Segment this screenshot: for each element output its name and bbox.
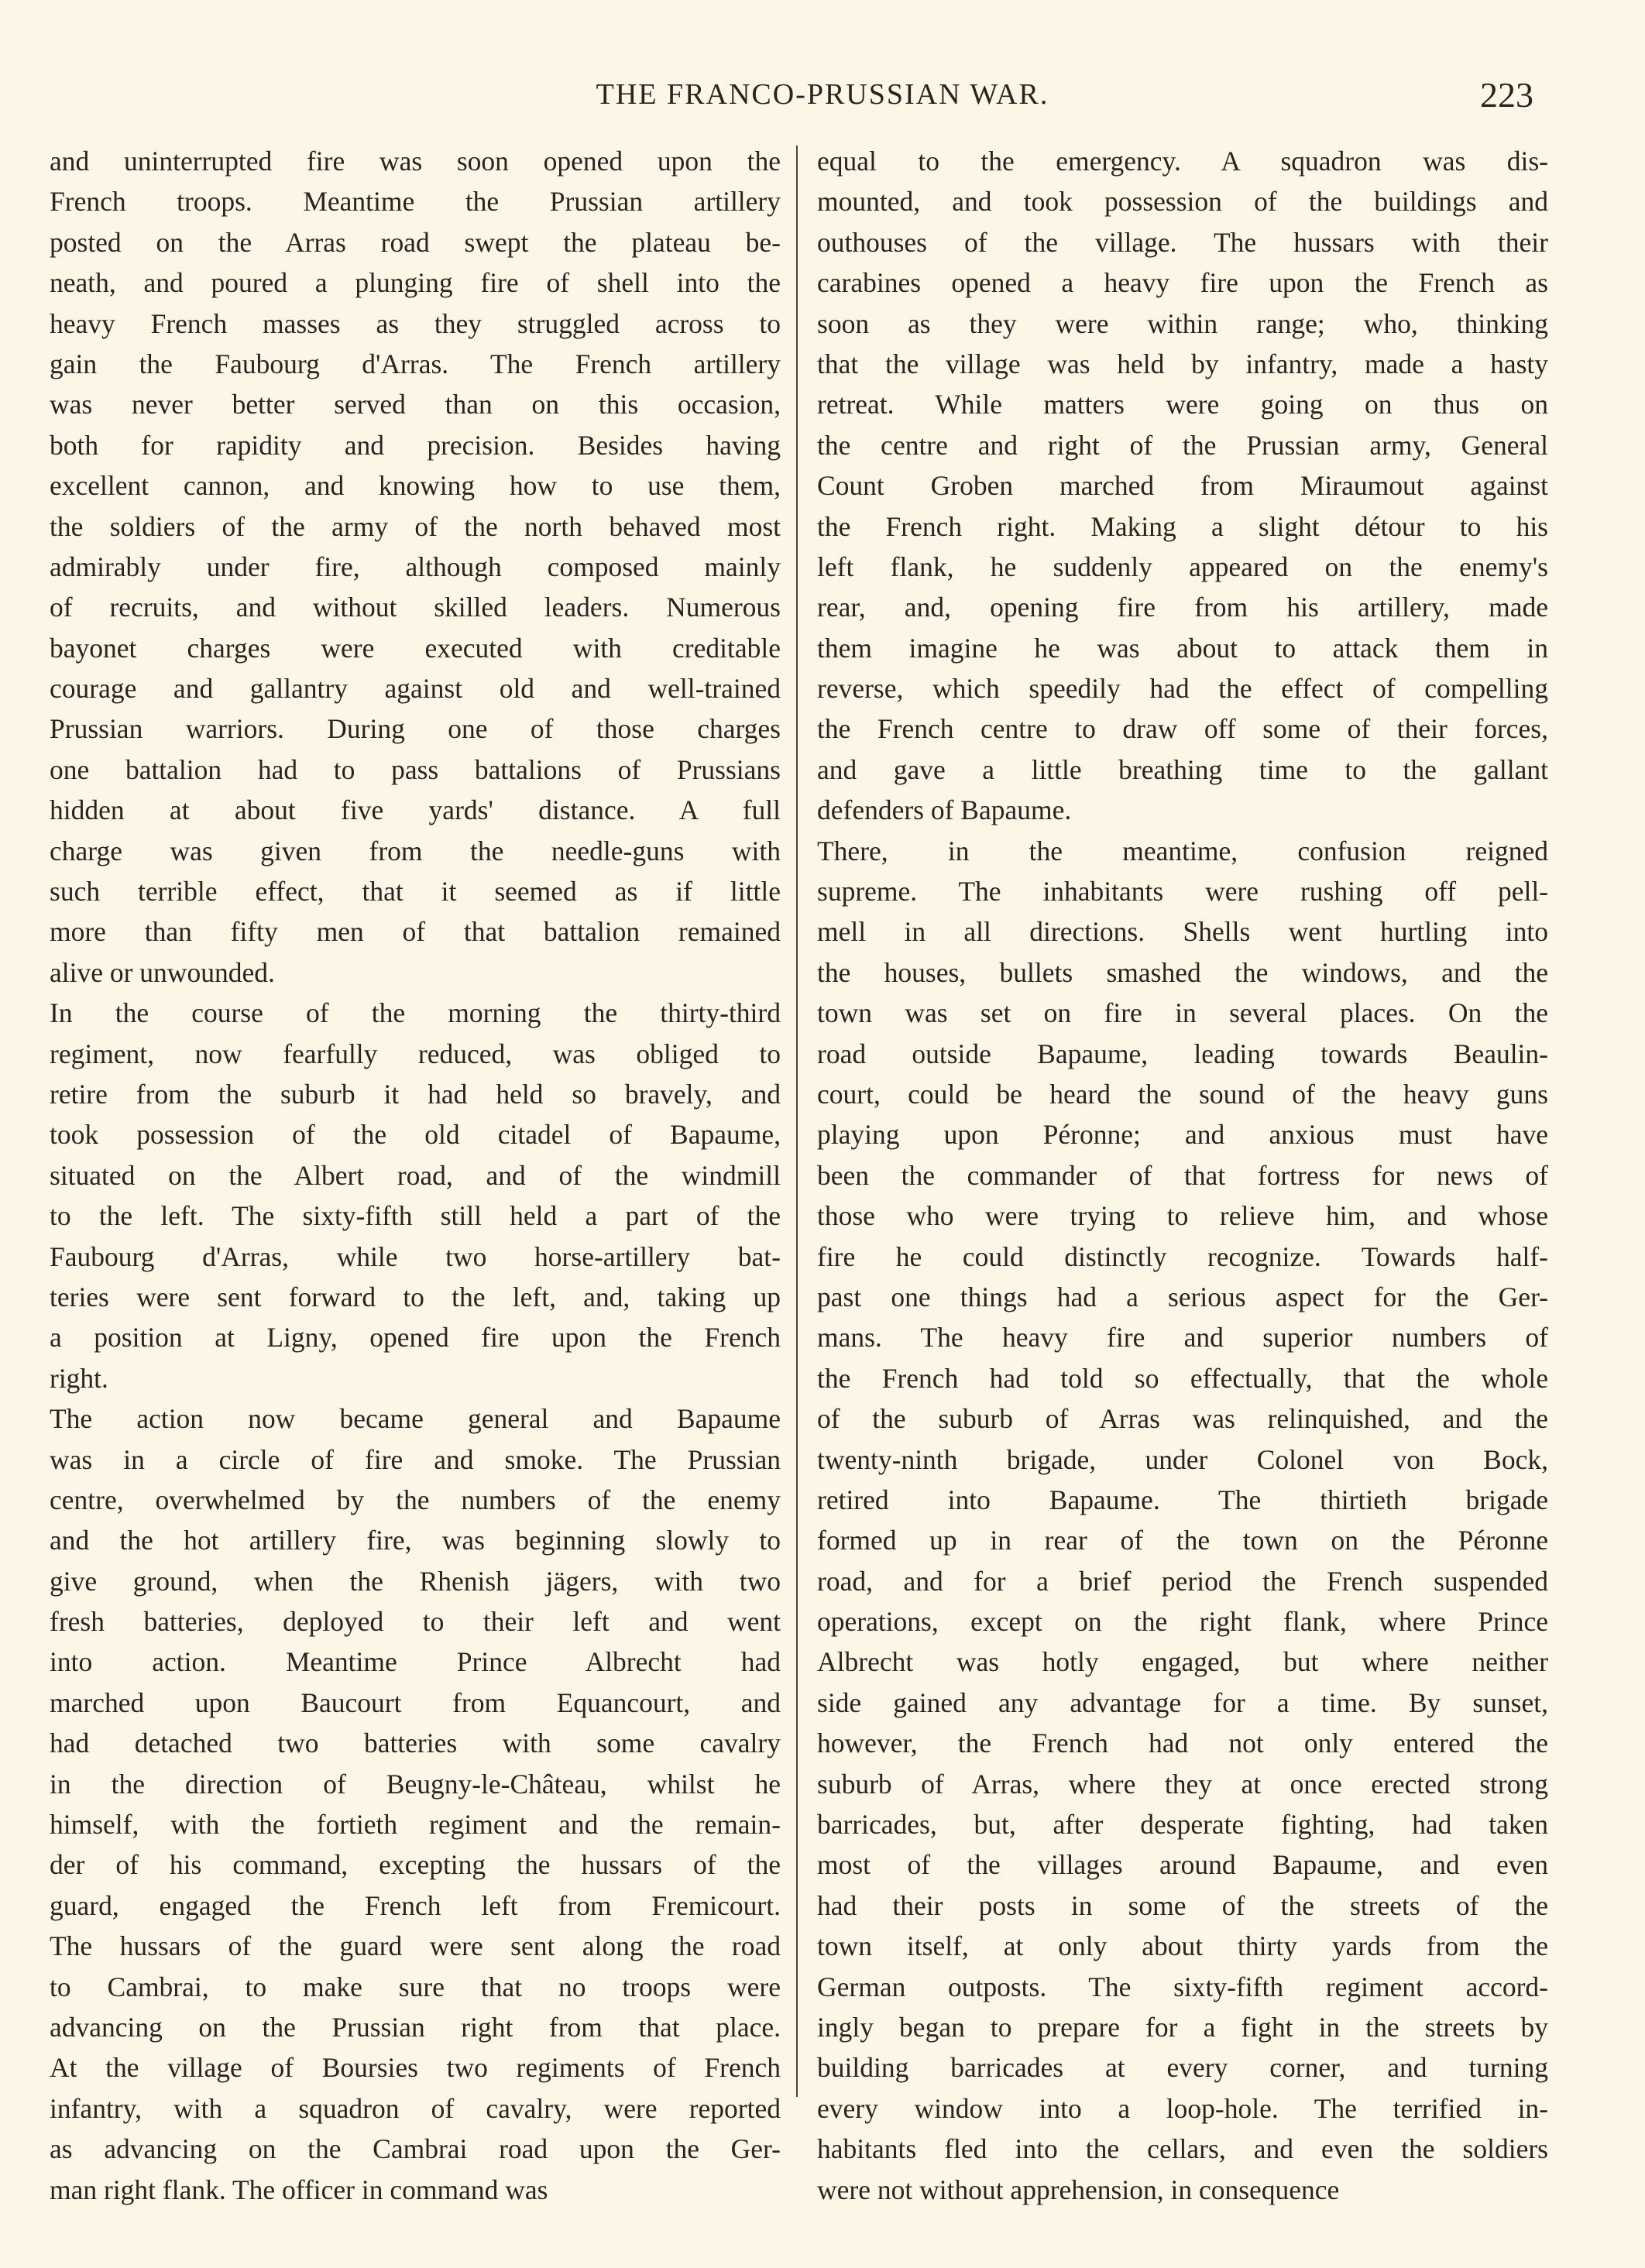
text-line: both for rapidity and precision. Besides having [50,429,781,461]
text-line: mans. The heavy fire and superior numbers of [817,1322,1548,1354]
text-line: guard, engaged the French left from Fremicourt. [50,1889,781,1921]
text-line: was never better served than on this occasion, [50,389,781,420]
text-line: gain the Faubourg d'Arras. The French artillery [50,348,781,379]
text-line: marched upon Baucourt from Equancourt, and [50,1686,781,1718]
text-line: barricades, but, after desperate fighting, had taken [817,1809,1548,1841]
text-line: and the hot artillery fire, was beginning slowly to [50,1525,781,1556]
text-line: admirably under fire, although composed mainly [50,551,781,582]
text-line: the soldiers of the army of the north behaved most [50,510,781,542]
text-line: a position at Ligny, opened fire upon the French [50,1322,781,1354]
text-line: was in a circle of fire and smoke. The Prussian [50,1443,781,1475]
text-line: heavy French masses as they struggled across to [50,307,781,339]
text-line: excellent cannon, and knowing how to use them, [50,470,781,502]
text-line: playing upon Péronne; and anxious must have [817,1119,1548,1151]
text-line: charge was given from the needle-guns with [50,835,781,866]
text-line: road, and for a brief period the French suspended [817,1565,1548,1597]
text-line: neath, and poured a plunging fire of shell into the [50,267,781,299]
text-line: rear, and, opening fire from his artillery, made [817,592,1548,623]
text-line: The action now became general and Bapaume [50,1403,781,1435]
text-line: himself, with the fortieth regiment and the remain- [50,1809,781,1841]
text-line: regiment, now fearfully reduced, was obliged to [50,1038,781,1069]
text-line: formed up in rear of the town on the Péronne [817,1525,1548,1556]
left-column [50,141,781,2210]
text-line: mounted, and took possession of the buildings and [817,186,1548,218]
text-line: as advancing on the Cambrai road upon the Ger- [50,2133,781,2165]
text-line: more than fifty men of that battalion remained [50,916,781,948]
text-line: alive or unwounded. [50,956,275,988]
column-divider [796,146,798,2097]
text-line: most of the villages around Bapaume, and even [817,1849,1548,1881]
text-line: of recruits, and without skilled leaders. Numerous [50,592,781,623]
text-line: the centre and right of the Prussian army, General [817,429,1548,461]
text-line: twenty-ninth brigade, under Colonel von Bock, [817,1443,1548,1475]
text-line: infantry, with a squadron of cavalry, were reported [50,2092,781,2124]
text-line: of the suburb of Arras was relinquished, and the [817,1403,1548,1435]
text-line: the French centre to draw off some of their forces, [817,713,1548,745]
text-line: and gave a little breathing time to the gallant [817,753,1548,785]
text-line: soon as they were within range; who, thinking [817,307,1548,339]
text-line: carabines opened a heavy fire upon the French as [817,267,1548,299]
text-line: into action. Meantime Prince Albrecht had [50,1646,781,1678]
text-line: operations, except on the right flank, where Prince [817,1606,1548,1638]
text-line: in the direction of Beugny-le-Château, whilst he [50,1768,781,1800]
text-line: German outposts. The sixty-fifth regiment accord- [817,1971,1548,2002]
text-line: retire from the suburb it had held so bravely, and [50,1078,781,1110]
text-line: had detached two batteries with some cavalry [50,1728,781,1759]
text-line: There, in the meantime, confusion reigned [817,835,1548,866]
text-line: the French had told so effectually, that the whole [817,1362,1548,1394]
text-line: outhouses of the village. The hussars with their [817,226,1548,258]
text-line: man right flank. The officer in command was [50,2174,548,2205]
text-line: and uninterrupted fire was soon opened upon the [50,146,781,177]
running-title: THE FRANCO-PRUSSIAN WAR. [596,78,1049,111]
text-line: past one things had a serious aspect for the Ger- [817,1281,1548,1312]
text-line: defenders of Bapaume. [817,794,1072,826]
text-line: building barricades at every corner, and turning [817,2052,1548,2084]
text-line: der of his command, excepting the hussars of the [50,1849,781,1881]
text-line: court, could be heard the sound of the heavy guns [817,1078,1548,1110]
text-line: town itself, at only about thirty yards from the [817,1930,1548,1962]
text-line: those who were trying to relieve him, and whose [817,1200,1548,1232]
text-line: habitants fled into the cellars, and even the soldiers [817,2133,1548,2165]
text-line: side gained any advantage for a time. By sunset, [817,1686,1548,1718]
text-line: town was set on fire in several places. On the [817,997,1548,1029]
text-line: Albrecht was hotly engaged, but where neither [817,1646,1548,1678]
text-line: such terrible effect, that it seemed as if little [50,876,781,908]
text-line: took possession of the old citadel of Bapaume, [50,1119,781,1151]
text-line: reverse, which speedily had the effect of compelling [817,673,1548,705]
right-column [817,141,1548,2210]
text-line: Count Groben marched from Miraumout against [817,470,1548,502]
text-line: been the commander of that fortress for news of [817,1159,1548,1191]
text-line: teries were sent forward to the left, and, taking up [50,1281,781,1312]
text-line: retreat. While matters were going on thus on [817,389,1548,420]
text-line: equal to the emergency. A squadron was dis- [817,146,1548,177]
text-line: however, the French had not only entered the [817,1728,1548,1759]
text-line: Faubourg d'Arras, while two horse-artillery bat- [50,1240,781,1272]
text-line: Prussian warriors. During one of those charges [50,713,781,745]
text-line: to the left. The sixty-fifth still held a part of the [50,1200,781,1232]
text-line: one battalion had to pass battalions of Prussians [50,753,781,785]
text-line: every window into a loop-hole. The terrified in- [817,2092,1548,2124]
text-line: left flank, he suddenly appeared on the enemy's [817,551,1548,582]
text-line: the houses, bullets smashed the windows, and the [817,956,1548,988]
text-line: give ground, when the Rhenish jägers, with two [50,1565,781,1597]
text-line: posted on the Arras road swept the plateau be- [50,226,781,258]
text-line: fresh batteries, deployed to their left and went [50,1606,781,1638]
text-line: centre, overwhelmed by the numbers of the enemy [50,1484,781,1515]
text-line: The hussars of the guard were sent along the road [50,1930,781,1962]
text-line: hidden at about five yards' distance. A full [50,794,781,826]
text-line: In the course of the morning the thirty-third [50,997,781,1029]
text-line: had their posts in some of the streets of the [817,1889,1548,1921]
text-line: were not without apprehension, in consequence [817,2174,1340,2205]
text-line: ingly began to prepare for a fight in the streets by [817,2011,1548,2043]
text-line: fire he could distinctly recognize. Towards half- [817,1240,1548,1272]
text-line: bayonet charges were executed with creditable [50,632,781,664]
text-line: advancing on the Prussian right from that place. [50,2011,781,2043]
text-line: right. [50,1362,108,1394]
text-line: the French right. Making a slight détour to his [817,510,1548,542]
text-line: road outside Bapaume, leading towards Beaulin- [817,1038,1548,1069]
text-line: supreme. The inhabitants were rushing off pell- [817,876,1548,908]
text-line: French troops. Meantime the Prussian artillery [50,186,781,218]
text-line: that the village was held by infantry, made a hasty [817,348,1548,379]
text-line: At the village of Boursies two regiments of French [50,2052,781,2084]
page-number: 223 [1480,75,1533,115]
text-line: courage and gallantry against old and well-trained [50,673,781,705]
text-line: to Cambrai, to make sure that no troops were [50,1971,781,2002]
text-line: retired into Bapaume. The thirtieth brigade [817,1484,1548,1515]
text-line: situated on the Albert road, and of the windmill [50,1159,781,1191]
text-line: them imagine he was about to attack them in [817,632,1548,664]
text-line: mell in all directions. Shells went hurtling into [817,916,1548,948]
text-line: suburb of Arras, where they at once erected strong [817,1768,1548,1800]
